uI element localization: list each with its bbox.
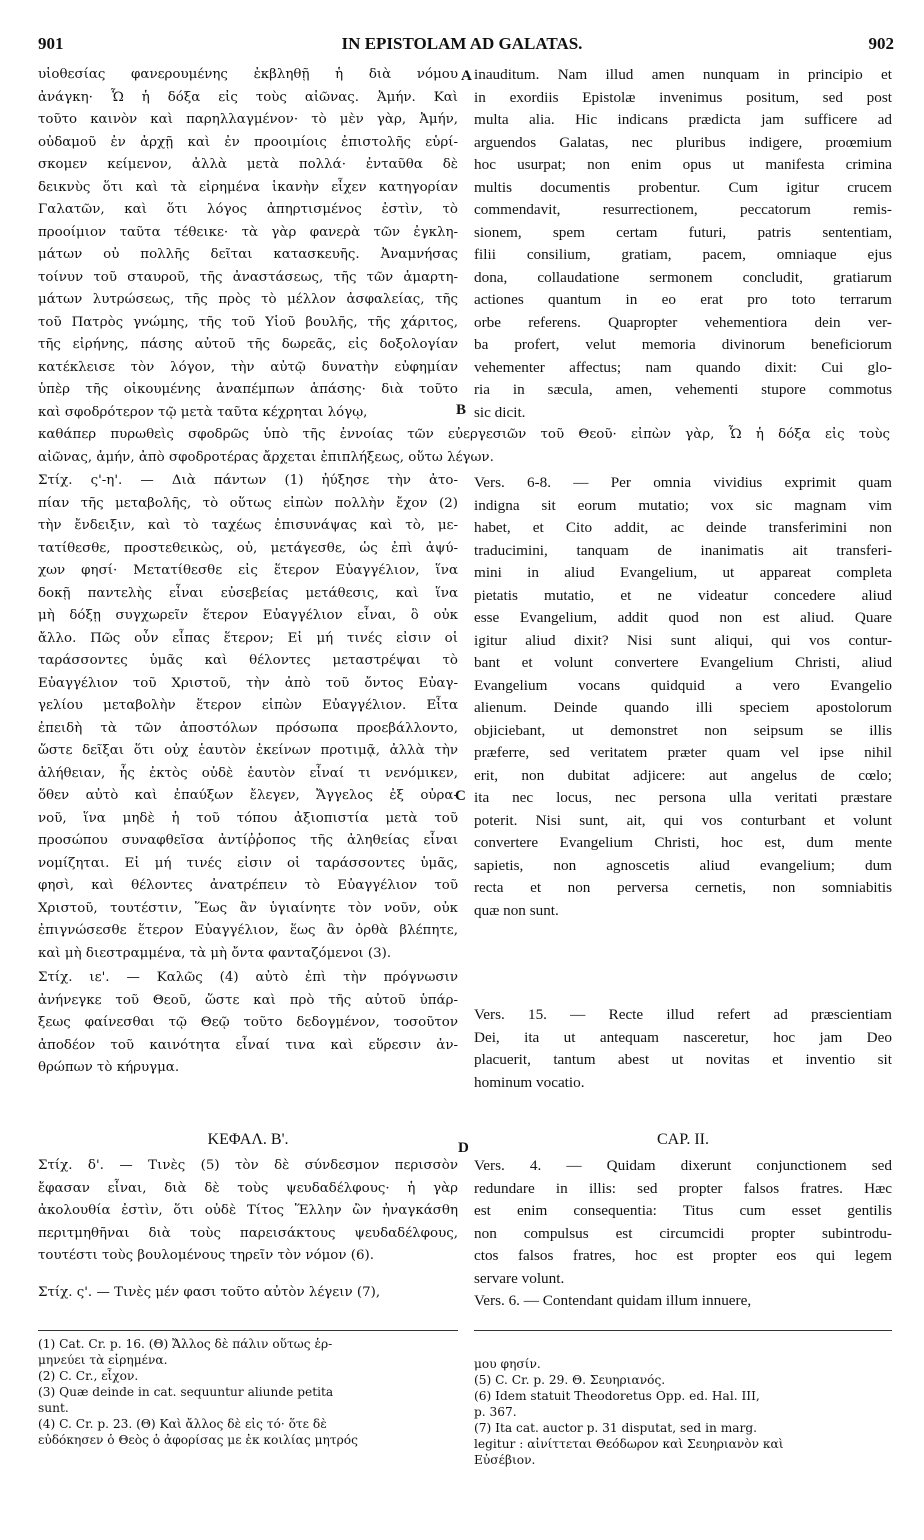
text-line: hominum vocatio. bbox=[474, 1073, 585, 1091]
text-line: objiciebant, ut demonstret non seipsum se illis bbox=[474, 721, 892, 739]
latin-vers-15 bbox=[474, 1004, 892, 1094]
text-line: (4) C. Cr. p. 23. (Θ) Καὶ ἄλλος δὲ εἰς τό· ὅτε δὲ bbox=[38, 1417, 327, 1431]
chapter-heading-greek: ΚΕΦΑΛ. Β'. bbox=[207, 1131, 289, 1148]
chapter-heading-latin: CAP. II. bbox=[656, 1131, 709, 1148]
text-line: Evangelium vocans quidquid a vero Evangelio bbox=[474, 676, 892, 694]
text-line: est enim consequentia: Titus cum esset gentilis bbox=[474, 1202, 892, 1219]
margin-marker-b: B bbox=[456, 402, 467, 418]
text-line: p. 367. bbox=[474, 1405, 517, 1419]
text-line: (5) C. Cr. p. 29. Θ. Σευηριανός. bbox=[474, 1373, 666, 1387]
text-line: καθάπερ πυρωθεὶς σφοδρῶς ὑπὸ τῆς ἐννοίας τῶν εὐεργεσιῶν τοῦ Θεοῦ· εἰπὼν γὰρ, Ὧ ἡ δόξα εἰς τοὺς bbox=[38, 427, 890, 442]
text-line: vehementer affectus; nam quando dixit: Cui glo- bbox=[474, 358, 892, 376]
text-line: filii consilium, gratiam, pacem, omniaque ejus bbox=[474, 246, 892, 263]
text-line: δοκῇ παντελὴς εἶναι εὐσεβείας μετάθεσις, καὶ ἵνα bbox=[38, 585, 458, 601]
text-line: orbe referens. Quapropter vehementiora dein ver- bbox=[474, 313, 892, 331]
text-line: erit, non dubitat adjicere: aut angelus de cœlo; bbox=[474, 766, 892, 784]
text-line: Εὐσέβιον. bbox=[474, 1453, 536, 1467]
page-header bbox=[0, 34, 924, 58]
text-line: προσώπου συναφθεῖσα ἀντίῤῥοπος τῆς ἀληθείας εἶναι bbox=[38, 833, 458, 848]
text-line: ita nec locus, nec persona ulla veritati præstare bbox=[474, 789, 892, 806]
margin-marker-d: D bbox=[458, 1140, 469, 1156]
text-line: ὑπὲρ τῆς οἰκουμένης ἀναπέμπων ἁπάσης· διὰ τοῦτο bbox=[38, 382, 458, 397]
text-line: arguendos Galatas, nec pluribus indigere, proœmium bbox=[474, 133, 892, 151]
page-number-left: 901 bbox=[38, 34, 64, 53]
footnote-rule-left bbox=[38, 1330, 458, 1331]
text-line: bant et volunt convertere Evangelium Christi, aliud bbox=[474, 654, 892, 671]
text-line: (3) Quæ deinde in cat. sequuntur aliunde petita bbox=[38, 1385, 334, 1399]
text-line: θρώπων τὸ κήρυγμα. bbox=[38, 1060, 180, 1075]
text-line: indigna sit eorum mutatio; vox sic magnam vim bbox=[474, 496, 892, 514]
text-line: mini in aliud Evangelium, ut appareat completa bbox=[474, 564, 892, 581]
text-line: (2) C. Cr., εἶχον. bbox=[38, 1369, 139, 1383]
text-line: τοῦτο καινὸν καὶ παρηλλαγμένον· τὸ μὲν γὰρ, Ἀμήν, bbox=[38, 112, 458, 127]
latin-column-top bbox=[474, 64, 892, 424]
text-line: ξεως φαίνεσθαι τῷ Θεῷ τοῦτο δεδογμένον, τοσοῦτον bbox=[38, 1015, 458, 1030]
text-line: Εὐαγγέλιον τοῦ Χριστοῦ, τὴν ἀπὸ τοῦ ὄντος Εὐαγ- bbox=[38, 675, 458, 691]
text-line: (6) Idem statuit Theodoretus Opp. ed. Hal. III, bbox=[474, 1389, 760, 1403]
text-line: Dei, ita ut antequam nasceretur, hoc jam Deo bbox=[474, 1028, 892, 1046]
text-line: multa alia. Hic indicans prædicta jam sufficere ad bbox=[474, 111, 892, 128]
text-line: habet, et Cito addit, ac deinde transferimini non bbox=[474, 519, 892, 536]
text-line: ταράσσοντες ὑμᾶς καὶ θέλοντες μεταστρέψαι τὸ bbox=[38, 653, 458, 668]
greek-full-width-text bbox=[38, 424, 890, 469]
text-line: actiones quantum in eo erat pro toto terrarum bbox=[474, 291, 892, 308]
text-line: alienum. Deinde quando illi speciem apostolorum bbox=[474, 699, 892, 716]
text-line: placuerit, tantum abest ut novitas et inventio sit bbox=[474, 1051, 892, 1068]
text-line: Vers. 15. — Recte illud refert ad præscientiam bbox=[474, 1006, 892, 1023]
text-line: ὅθεν αὐτὸ καὶ ἐπαύξων ἔλεγεν, Ἄγγελος ἐξ οὐρα- bbox=[38, 788, 458, 803]
text-line: Vers. 6. — Contendant quidam illum innuere, bbox=[474, 1292, 752, 1309]
text-line: ἔφασαν εἶναι, διὰ δὲ τοὺς ψευδαδέλφους· ἡ γὰρ bbox=[38, 1180, 458, 1196]
text-line: δεικνὺς ὅτι καὶ τὰ εἰρημένα ἱκανὴν εἶχεν κατηγορίαν bbox=[38, 179, 458, 195]
text-line: σκομεν κείμενον, ἀλλὰ μετὰ πολλά· ἐνταῦθα δὲ bbox=[38, 157, 458, 172]
text-line: κατέκλεισε τὸν λόγον, τὴν αὐτῷ δυνατὴν εὐφημίαν bbox=[38, 359, 458, 375]
text-line: præferre, sed veritatem præter quam vel ipse nihil bbox=[474, 744, 892, 761]
text-line: igitur aliud dixit? Nisi sunt aliqui, qui vos contur- bbox=[474, 631, 892, 649]
latin-column-middle bbox=[474, 472, 892, 922]
text-line: ἀνήνεγκε τοῦ Θεοῦ, ὥστε καὶ πρὸ τῆς αὐτοῦ ὑπάρ- bbox=[38, 992, 458, 1008]
text-line: τὴν ἔνδειξιν, καὶ τὸ ταχέως ἐπισυνάψας καὶ τὸ, με- bbox=[38, 518, 458, 533]
text-line: ἐπειδὴ τὰ τῶν ἀποστόλων πρόσωπα προεβάλλοντο, bbox=[38, 720, 458, 736]
text-line: ἀνάγκη· Ὧ ἡ δόξα εἰς τοὺς αἰῶνας. Ἀμήν. Καὶ bbox=[38, 89, 458, 105]
text-line: pietatis mutatio, et ne videatur concedere aliud bbox=[474, 586, 892, 604]
text-line: ἐπιγνώσεσθε ἕτερον Εὐαγγέλιον, ἕως ἂν ὀρθὰ βλέπητε, bbox=[38, 923, 458, 938]
text-line: καὶ μὴ διεστραμμένα, τὰ μὴ ὄντα φανταζόμενοι (3). bbox=[38, 945, 392, 961]
text-line: esse Evangelium, addit quod non est aliud. Quare bbox=[474, 609, 892, 626]
text-line: servare volunt. bbox=[474, 1269, 565, 1287]
text-line: ἀκολουθία ἐστὶν, ὅτι οὐδὲ Τίτος Ἕλλην ὢν ἠναγκάσθη bbox=[38, 1203, 458, 1218]
text-line: Vers. 4. — Quidam dixerunt conjunctionem sed bbox=[474, 1157, 892, 1174]
margin-marker-c: C bbox=[455, 788, 466, 804]
text-line: προοίμιον ταῦτα τέθεικε· τὰ γὰρ φανερὰ τῶν ἐγκλη- bbox=[38, 224, 458, 240]
text-line: μάτων λυτρώσεως, τῆς πρὸς τὸ μέλλον ἀσφαλείας, τῆς bbox=[38, 292, 458, 307]
greek-column-chapter-2 bbox=[38, 1155, 458, 1304]
text-line: Στίχ. ς'-η'. — Διὰ πάντων (1) ἠύξησε τὴν ἀτο- bbox=[38, 473, 458, 488]
text-line: sunt. bbox=[38, 1401, 69, 1415]
text-line: in exordiis Epistolæ invenimus positum, sed post bbox=[474, 88, 892, 106]
text-line: μὴ δόξῃ συγχωρεῖν ἕτερον Εὐαγγέλιον εἶναι, ὃ οὐκ bbox=[38, 608, 458, 623]
text-line: recta et non perversa cernetis, non somniabitis bbox=[474, 879, 892, 896]
text-line: hoc usurpat; non enim opus ut manifesta crimina bbox=[474, 156, 892, 173]
text-line: τοῦ Πατρὸς γνώμης, τῆς τοῦ Υἱοῦ βουλῆς, τῆς χάριτος, bbox=[38, 314, 458, 330]
text-line: Στίχ. ιε'. — Καλῶς (4) αὐτὸ ἐπὶ τὴν πρόγνωσιν bbox=[38, 970, 458, 985]
text-line: Vers. 6-8. — Per omnia vividius exprimit quam bbox=[474, 474, 892, 491]
text-line: (1) Cat. Cr. p. 16. (Θ) Ἄλλος δὲ πάλιν οὕτως ἑρ- bbox=[38, 1337, 333, 1351]
text-line: μου φησίν. bbox=[474, 1357, 541, 1371]
text-line: traducimini, tanquam de inanimatis ait transferi- bbox=[474, 541, 892, 559]
text-line: Γαλατῶν, καὶ ὅτι λόγος ἀπηρτισμένος ἐστὶν, τὸ bbox=[38, 202, 458, 217]
footnotes-left bbox=[38, 1336, 458, 1448]
text-line: χων φησί· Μετατίθεσθε εἰς ἕτερον Εὐαγγέλιον, ἵνα bbox=[38, 563, 458, 578]
text-line: legitur : αἰνίττεται Θεόδωρον καὶ Σευηριανὸν καὶ bbox=[474, 1437, 784, 1451]
text-line: ria in sæcula, amen, vehementi stupore commotus bbox=[474, 381, 892, 398]
text-line: (7) Ita cat. auctor p. 31 disputat, sed in marg. bbox=[474, 1421, 758, 1435]
text-line: sapietis, non agnoscetis aliud evangelium; dum bbox=[474, 856, 892, 874]
text-line: εὐδόκησεν ὁ Θεὸς ὁ ἀφορίσας με ἐκ κοιλίας μητρός bbox=[38, 1433, 358, 1447]
text-line: Στίχ. ς'. — Τινὲς μέν φασι τοῦτο αὐτὸν λέγειν (7), bbox=[38, 1284, 381, 1300]
text-line: sic dicit. bbox=[474, 403, 526, 421]
text-line: οὐδαμοῦ ἐν ἀρχῇ καὶ ἐν προοιμίοις ἐπιστολῆς εὑρί- bbox=[38, 134, 458, 150]
text-line: ctos falsos fratres, hoc est propter eos qui legem bbox=[474, 1247, 892, 1264]
margin-marker-a: A bbox=[461, 68, 472, 84]
text-line: dona, collaudatione sermonem concludit, gratiarum bbox=[474, 268, 892, 286]
text-line: τατίθεσθε, προστεθεικὼς, οὐ, μετάγεσθε, ὡς ἐπὶ ἀψύ- bbox=[38, 540, 458, 556]
text-line: τῆς εἰρήνης, πάσης αὐτοῦ τῆς δωρεᾶς, εἰς δοξολογίαν bbox=[38, 337, 458, 352]
text-line: ἄλλο. Πῶς οὖν εἶπας ἕτερον; Εἰ μή τινές εἰσιν οἱ bbox=[38, 630, 458, 646]
text-line: καὶ σφοδρότερον τῷ μετὰ ταῦτα κέχρηται λόγῳ, bbox=[38, 404, 368, 420]
text-line: Στίχ. δ'. — Τινὲς (5) τὸν δὲ σύνδεσμον περισσὸν bbox=[38, 1158, 458, 1173]
running-title: IN EPISTOLAM AD GALATAS. bbox=[341, 34, 583, 53]
text-line: νοῦ, ἵνα μηδὲ ἡ τοῦ τόπου ἀξιοπιστία μετὰ τοῦ bbox=[38, 810, 458, 826]
greek-column-top bbox=[38, 64, 458, 424]
text-line: νομίζηται. Εἰ μή τινές εἰσιν οἱ ταράσσοντες ὑμᾶς, bbox=[38, 855, 458, 871]
text-line: multis documentis probentur. Cum igitur crucem bbox=[474, 178, 892, 196]
text-line: μηνεύει τὰ εἰρημένα. bbox=[38, 1353, 168, 1367]
text-line: ἀποδέον τοῦ καινότητα εἶναί τινα καὶ εὕρεσιν ἀν- bbox=[38, 1037, 458, 1053]
text-line: ba profert, velut memoria divinorum beneficiorum bbox=[474, 336, 892, 353]
page-number-right: 902 bbox=[868, 34, 894, 53]
text-line: αἰῶνας, ἀμήν, ἀπὸ σφοδροτέρας ἄρχεται ἐπιπλήξεως, οὕτω λέγων. bbox=[38, 449, 494, 465]
text-line: inauditum. Nam illud amen nunquam in principio et bbox=[474, 66, 892, 83]
text-line: convertere Evangelium Christi, hoc est, dum mente bbox=[474, 834, 892, 851]
text-line: φησὶ, καὶ θέλοντες ἀνατρέπειν τὸ Εὐαγγέλιον τοῦ bbox=[38, 878, 458, 893]
footnote-rule-right bbox=[474, 1330, 892, 1331]
text-line: υἱοθεσίας φανερουμένης ἐκβληθῇ ἡ διὰ νόμου bbox=[38, 67, 458, 82]
text-line: τοίνυν τοῦ σταυροῦ, τῆς ἀναστάσεως, τῆς τῶν ἁμαρτη- bbox=[38, 269, 458, 285]
text-line: commendavit, resurrectionem, peccatorum remis- bbox=[474, 201, 892, 218]
text-line: quæ non sunt. bbox=[474, 901, 559, 919]
text-line: πίαν τῆς μεταβολῆς, τὸ οὕτως εἰπὼν πολλὴν ἔχον (2) bbox=[38, 495, 458, 511]
text-line: Χριστοῦ, τουτέστιν, Ἕως ἂν ὑγιαίνητε τὸν νοῦν, οὐκ bbox=[38, 900, 458, 916]
text-line: γελίου μεταβολὴν ἕτερον εἰπὼν Εὐαγγέλιον. Εἶτα bbox=[38, 698, 458, 713]
latin-column-chapter-2 bbox=[474, 1155, 892, 1313]
text-line: non compulsus est circumcidi propter subintrodu- bbox=[474, 1224, 892, 1242]
text-line: τουτέστι τοὺς βουλομένους τηρεῖν τὸν νόμον (6). bbox=[38, 1248, 374, 1263]
footnotes-right bbox=[474, 1356, 892, 1468]
text-line: poterit. Nisi sunt, ait, qui vos conturbant et volunt bbox=[474, 811, 892, 829]
greek-column-middle bbox=[38, 470, 458, 1080]
text-line: περιτμηθῆναι διὰ τοὺς παρεισάκτους ψευδαδέλφους, bbox=[38, 1225, 458, 1241]
text-line: ὥστε δεῖξαι ὅτι οὐχ ἑαυτὸν ἐκείνων προτιμᾷ, ἀλλὰ τὴν bbox=[38, 743, 458, 758]
text-line: μάτων οὐ πολλῆς δεῖται κατασκευῆς. Ἀναμνήσας bbox=[38, 247, 458, 262]
text-line: redundare in illis: sed propter falsos fratres. Hæc bbox=[474, 1179, 892, 1197]
text-line: sionem, spem certam futuri, patris sententiam, bbox=[474, 223, 892, 241]
text-line: ἀλήθειαν, ἧς ἐκτὸς οὐδὲ ἑαυτὸν εἶναί τι νενόμικεν, bbox=[38, 765, 458, 781]
